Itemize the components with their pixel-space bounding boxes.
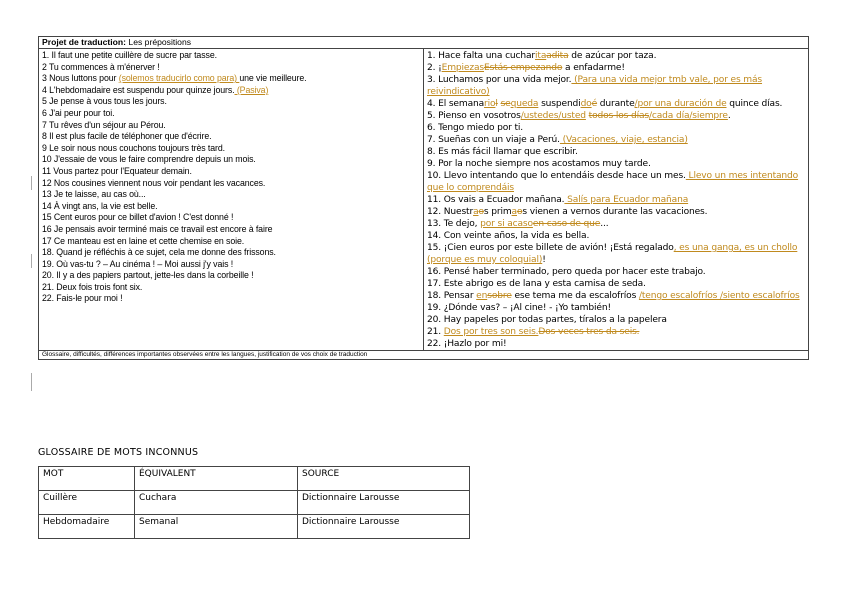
fr-line: 19. Où vas-tu ? – Au cinéma ! – Moi aussi j'y vais ! bbox=[42, 258, 234, 269]
es-text: 15. ¡Cien euros por este billete de avión! ¡Está regalado bbox=[427, 243, 674, 253]
es-text: 3. Luchamos por una vida mejor. bbox=[427, 75, 572, 85]
fr-line: 5 Je pense à vous tous les jours. bbox=[42, 96, 167, 107]
fr-line bbox=[42, 73, 420, 85]
fr-text: une vie meilleure. bbox=[239, 73, 307, 84]
fr-line: 13 Je te laisse, au cas où... bbox=[42, 189, 146, 200]
es-line bbox=[427, 74, 805, 98]
fr-line: 21. Deux fois trois font six. bbox=[42, 281, 143, 292]
margin-mark-1 bbox=[31, 176, 32, 190]
spanish-column bbox=[424, 49, 809, 351]
fr-line: 20. Il y a des papiers partout, jette-les dans la corbeille ! bbox=[42, 270, 254, 281]
es-text: 10. Llevo intentando que lo entendáis desde hace un mes. bbox=[427, 171, 686, 181]
es-line bbox=[427, 326, 805, 338]
es-text: 11. Os vais a Ecuador mañana. bbox=[427, 195, 565, 205]
es-text: 7. Sueñas con un viaje a Perú. bbox=[427, 135, 560, 145]
es-text: de azúcar por taza. bbox=[568, 51, 657, 61]
es-line bbox=[427, 98, 805, 110]
es-delete: o bbox=[478, 207, 484, 217]
es-text: durante bbox=[597, 99, 635, 109]
es-delete: se bbox=[500, 99, 511, 109]
header-rest: Les prépositions bbox=[126, 37, 192, 47]
glossary-cell: Cuillère bbox=[39, 491, 135, 515]
es-line bbox=[427, 242, 805, 266]
glossary-header-row bbox=[39, 467, 470, 491]
header-bold: Projet de traduction: bbox=[42, 37, 127, 47]
es-text: suspendi bbox=[538, 99, 581, 109]
es-insert: , es una ganga, es un chollo (porque es muy coloquial) bbox=[427, 243, 798, 265]
es-insert: ita bbox=[535, 51, 547, 61]
es-line: 20. Hay papeles por todas partes, tíralos a la papelera bbox=[427, 315, 667, 325]
fr-line: 12 Nos cousines viennent nous voir pendant les vacances. bbox=[42, 177, 266, 188]
glossary-title: GLOSSAIRE DE MOTS INCONNUS bbox=[38, 447, 199, 458]
fr-line: 16 Je pensais avoir terminé mais ce travail est encore à faire bbox=[42, 223, 273, 234]
es-line bbox=[427, 134, 805, 146]
es-delete: en caso de que bbox=[532, 219, 601, 229]
es-line: 9. Por la noche siempre nos acostamos muy tarde. bbox=[427, 159, 651, 169]
es-insert: en bbox=[476, 291, 488, 301]
fr-line: 17 Ce manteau est en laine et cette chemise en soie. bbox=[42, 235, 245, 246]
fr-line: 11 Vous partez pour l'Equateur demain. bbox=[42, 165, 192, 176]
es-text: . bbox=[727, 111, 731, 121]
es-delete: sobre bbox=[487, 291, 512, 301]
table-footer: Glossaire, difficultés, différences importantes observées entre les langues, justification de vos choix de traduction bbox=[39, 351, 809, 360]
es-text: 21. bbox=[427, 327, 444, 337]
table-row bbox=[39, 515, 470, 539]
es-text: 13. Te dejo, bbox=[427, 219, 481, 229]
es-delete: o bbox=[516, 207, 523, 217]
es-insert: queda bbox=[510, 99, 539, 109]
es-text: quince días. bbox=[726, 99, 783, 109]
fr-line bbox=[42, 85, 420, 97]
fr-line: 7 Tu rêves d'un séjour au Pérou. bbox=[42, 119, 166, 130]
es-line bbox=[427, 290, 805, 302]
glossary-header-source: SOURCE bbox=[298, 467, 470, 491]
es-insert: Salís para Ecuador mañana bbox=[564, 195, 689, 205]
es-insert: (Vacaciones, viaje, estancia) bbox=[559, 135, 688, 145]
margin-mark-2 bbox=[31, 254, 32, 268]
es-text: s vienen a vernos durante las vacaciones. bbox=[522, 207, 708, 217]
es-text: 4. El semana bbox=[427, 99, 485, 109]
fr-note: (solemos traducirlo como para) bbox=[118, 73, 240, 84]
es-line: 16. Pensé haber terminado, pero queda por hacer este trabajo. bbox=[427, 267, 706, 277]
es-delete: l bbox=[495, 99, 498, 109]
es-delete: adita bbox=[546, 51, 569, 61]
es-line bbox=[427, 206, 805, 218]
es-insert: a bbox=[473, 207, 479, 217]
fr-note: (Pasiva) bbox=[234, 84, 269, 95]
table-row bbox=[39, 491, 470, 515]
fr-line: 10 J'essaie de vous le faire comprendre depuis un mois. bbox=[42, 154, 256, 165]
es-insert: (Para una vida mejor tmb vale, por es más reivindicativo) bbox=[427, 75, 763, 97]
fr-line: 6 J'ai peur pour toi. bbox=[42, 107, 115, 118]
es-delete: é bbox=[591, 99, 598, 109]
fr-line: 1. Il faut une petite cuillère de sucre par tasse. bbox=[42, 50, 217, 60]
glossary-cell: Hebdomadaire bbox=[39, 515, 135, 539]
es-line: 17. Este abrigo es de lana y esta camisa de seda. bbox=[427, 279, 646, 289]
es-text: ! bbox=[542, 255, 546, 265]
es-insert: /tengo escalofríos /siento escalofríos bbox=[638, 291, 800, 301]
es-line bbox=[427, 110, 805, 122]
es-text: 12. Nuestr bbox=[427, 207, 474, 217]
es-text: 2. ¡ bbox=[427, 63, 442, 73]
fr-line: 15 Cent euros pour ce billet d'avion ! C'est donné ! bbox=[42, 212, 234, 223]
es-text: ... bbox=[600, 219, 609, 229]
es-delete: todos los días bbox=[588, 111, 649, 121]
glossary-header-equivalent: ÉQUIVALENT bbox=[135, 467, 298, 491]
es-text: s prim bbox=[483, 207, 512, 217]
es-insert: Empiezas bbox=[441, 63, 485, 73]
es-insert: por si acaso bbox=[480, 219, 533, 229]
fr-line: 2 Tu commences à m'énerver ! bbox=[42, 61, 160, 72]
translation-table bbox=[38, 36, 809, 360]
es-line bbox=[427, 62, 805, 74]
table-header bbox=[39, 37, 809, 49]
fr-line: 8 Il est plus facile de téléphoner que d'écrire. bbox=[42, 131, 212, 142]
es-text: 1. Hace falta una cuchar bbox=[427, 51, 536, 61]
es-text: a enfadarme! bbox=[562, 63, 625, 73]
glossary-cell: Cuchara bbox=[135, 491, 298, 515]
es-line: 6. Tengo miedo por ti. bbox=[427, 123, 524, 133]
glossary-cell: Dictionnaire Larousse bbox=[298, 491, 470, 515]
es-insert: rio bbox=[484, 99, 496, 109]
es-delete: Dos veces tres da seis. bbox=[538, 327, 640, 337]
es-line: 8. Es más fácil llamar que escribir. bbox=[427, 147, 578, 157]
es-text: 5. Pienso en vosotros bbox=[427, 111, 521, 121]
french-column bbox=[39, 49, 424, 351]
es-line bbox=[427, 194, 805, 206]
es-insert: /cada día/siempre bbox=[649, 111, 728, 121]
es-line: 14. Con veinte años, la vida es bella. bbox=[427, 231, 590, 241]
es-text: ese tema me da escalofríos bbox=[511, 291, 639, 301]
margin-mark-3 bbox=[31, 373, 32, 391]
glossary-header-mot: MOT bbox=[39, 467, 135, 491]
es-insert: /por una duración de bbox=[634, 99, 727, 109]
glossary-cell: Semanal bbox=[135, 515, 298, 539]
es-line: 19. ¿Dónde vas? – ¡Al cine! - ¡Yo también! bbox=[427, 303, 611, 313]
fr-line: 18. Quand je réfléchis à ce sujet, cela me donne des frissons. bbox=[42, 247, 276, 258]
glossary-cell: Dictionnaire Larousse bbox=[298, 515, 470, 539]
es-line bbox=[427, 170, 805, 194]
fr-text: 3 Nous luttons pour bbox=[42, 73, 119, 84]
es-line bbox=[427, 50, 805, 62]
es-line bbox=[427, 218, 805, 230]
glossary-table bbox=[38, 466, 470, 539]
es-text: 18. Pensar bbox=[427, 291, 477, 301]
fr-line: 9 Le soir nous nous couchons toujours très tard. bbox=[42, 142, 225, 153]
es-insert: a bbox=[511, 207, 517, 217]
es-line: 22. ¡Hazlo por mi! bbox=[427, 339, 507, 349]
fr-line: 22. Fais-le pour moi ! bbox=[42, 293, 123, 304]
fr-line: 14 À vingt ans, la vie est belle. bbox=[42, 200, 158, 211]
fr-text: 4 L'hebdomadaire est suspendu pour quinze jours. bbox=[42, 84, 235, 95]
es-delete: Estás empezando bbox=[484, 63, 563, 73]
es-insert: Dos por tres son seis. bbox=[443, 327, 539, 337]
es-insert: do bbox=[580, 99, 592, 109]
es-insert: Llevo un mes intentando que lo comprendáis bbox=[427, 171, 799, 193]
es-insert: /ustedes/usted bbox=[520, 111, 586, 121]
